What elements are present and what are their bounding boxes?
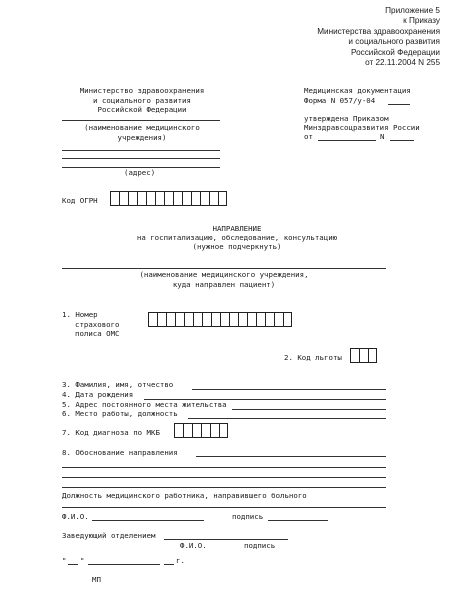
form-title: НАПРАВЛЕНИЕ: [212, 224, 262, 233]
approved-ministry: Минздравсоцразвития России: [304, 123, 420, 132]
form-subtitle: на госпитализацию, обследование, консультацию: [136, 233, 338, 242]
policy-cell[interactable]: [193, 312, 202, 327]
worker-position-line[interactable]: [62, 507, 386, 508]
form-number: Форма N 057/у-04: [304, 96, 376, 105]
ogrn-cell[interactable]: [218, 191, 227, 206]
address-line-2: [62, 158, 220, 159]
appendix-block: [317, 6, 440, 68]
benefit-label: 2. Код льготы: [284, 353, 342, 362]
ministry-block: [62, 86, 222, 115]
ogrn-cell[interactable]: [137, 191, 146, 206]
approved-date-line: [318, 140, 376, 141]
sign-label-1: подпись: [232, 512, 264, 521]
sign-label-2: подпись: [244, 541, 276, 550]
address-line-1: [62, 150, 220, 151]
institution-caption: (наименование медицинского учреждения): [84, 123, 200, 142]
ogrn-cell[interactable]: [173, 191, 182, 206]
reason-line-4[interactable]: [62, 487, 386, 488]
work-label: 6. Место работы, должность: [62, 409, 178, 418]
name-label: 3. Фамилия, имя, отчество: [62, 380, 174, 389]
date-month-line[interactable]: [88, 564, 160, 565]
diag-cell[interactable]: [192, 423, 201, 438]
date-day-line[interactable]: [68, 564, 78, 565]
ogrn-cell[interactable]: [128, 191, 137, 206]
diag-cell[interactable]: [183, 423, 192, 438]
policy-cell[interactable]: [202, 312, 211, 327]
appendix-line: и социального развития: [348, 37, 440, 47]
worker-position-label: Должность медицинского работника, направившего больного: [62, 491, 307, 500]
policy-cell[interactable]: [247, 312, 256, 327]
approved-date-label: от: [304, 132, 313, 141]
date-year-line[interactable]: [164, 564, 174, 565]
target-institution-line[interactable]: [62, 268, 386, 269]
benefit-cell[interactable]: [368, 348, 377, 363]
institution-line: [62, 120, 220, 121]
ogrn-cell[interactable]: [110, 191, 119, 206]
policy-cell[interactable]: [220, 312, 229, 327]
address-line[interactable]: [232, 409, 386, 410]
ogrn-cell[interactable]: [164, 191, 173, 206]
appendix-line: Приложение 5: [385, 6, 440, 15]
diag-cell[interactable]: [219, 423, 228, 438]
ogrn-cell[interactable]: [200, 191, 209, 206]
fio-label-1: Ф.И.О.: [62, 512, 89, 521]
head-line[interactable]: [164, 539, 288, 540]
policy-cell[interactable]: [166, 312, 175, 327]
sign-line-1[interactable]: [268, 520, 328, 521]
address-label: 5. Адрес постоянного места жительства: [62, 400, 227, 409]
policy-cell[interactable]: [256, 312, 265, 327]
appendix-line: Министерства здравоохранения: [317, 26, 440, 36]
approved-n-line: [390, 140, 414, 141]
ogrn-cell[interactable]: [182, 191, 191, 206]
address-caption: (адрес): [124, 168, 156, 177]
ministry-line: и социального развития: [93, 95, 191, 105]
policy-cell[interactable]: [211, 312, 220, 327]
ogrn-cell[interactable]: [155, 191, 164, 206]
benefit-cell[interactable]: [350, 348, 359, 363]
date-quote-close: ": [80, 556, 85, 565]
work-line[interactable]: [188, 418, 386, 419]
fio-line-1[interactable]: [92, 520, 204, 521]
policy-cell[interactable]: [265, 312, 274, 327]
name-line[interactable]: [192, 389, 386, 390]
appendix-line: Российской Федерации: [350, 47, 440, 57]
benefit-cells[interactable]: [350, 348, 377, 363]
year-suffix: г.: [176, 556, 185, 565]
ogrn-label: Код ОГРН: [62, 196, 98, 205]
date-quote-open: ": [62, 556, 67, 565]
diag-cells[interactable]: [174, 423, 228, 438]
policy-cell[interactable]: [229, 312, 238, 327]
diag-label: 7. Код диагноза по МКБ: [62, 428, 160, 437]
diag-cell[interactable]: [201, 423, 210, 438]
reason-label: 8. Обоснование направления: [62, 448, 178, 457]
approved-n-label: N: [380, 132, 385, 141]
reason-line-3[interactable]: [62, 477, 386, 478]
ogrn-cell[interactable]: [191, 191, 200, 206]
benefit-cell[interactable]: [359, 348, 368, 363]
reason-line-2[interactable]: [62, 467, 386, 468]
fio-label-2: Ф.И.О.: [180, 541, 207, 550]
form-hint: (нужное подчеркнуть): [192, 242, 282, 251]
policy-cell[interactable]: [157, 312, 166, 327]
form-number-line: [388, 104, 410, 105]
appendix-line: от 22.11.2004 N 255: [365, 58, 440, 68]
policy-cell[interactable]: [148, 312, 157, 327]
approved-by: утверждена Приказом: [304, 114, 389, 123]
stamp-label: МП: [92, 575, 101, 584]
policy-cells[interactable]: [148, 312, 292, 327]
ministry-line: Российской Федерации: [97, 105, 187, 115]
diag-cell[interactable]: [174, 423, 183, 438]
policy-cell[interactable]: [274, 312, 283, 327]
ogrn-cell[interactable]: [119, 191, 128, 206]
policy-cell[interactable]: [283, 312, 292, 327]
policy-label: 1. Номер страхового полиса ОМС: [62, 310, 120, 339]
ogrn-cells[interactable]: [110, 191, 227, 206]
ministry-line: Министерство здравоохранения: [79, 86, 205, 95]
birth-label: 4. Дата рождения: [62, 390, 134, 399]
ogrn-cell[interactable]: [209, 191, 218, 206]
policy-cell[interactable]: [184, 312, 193, 327]
head-label: Заведующий отделением: [62, 531, 156, 540]
ogrn-cell[interactable]: [146, 191, 155, 206]
policy-cell[interactable]: [238, 312, 247, 327]
doc-type: Медицинская документация: [304, 86, 411, 95]
diag-cell[interactable]: [210, 423, 219, 438]
appendix-line: к Приказу: [403, 16, 440, 26]
reason-line-1[interactable]: [196, 456, 386, 457]
target-institution-caption: (наименование медицинского учреждения, куда направлен пациент): [139, 270, 309, 289]
policy-cell[interactable]: [175, 312, 184, 327]
